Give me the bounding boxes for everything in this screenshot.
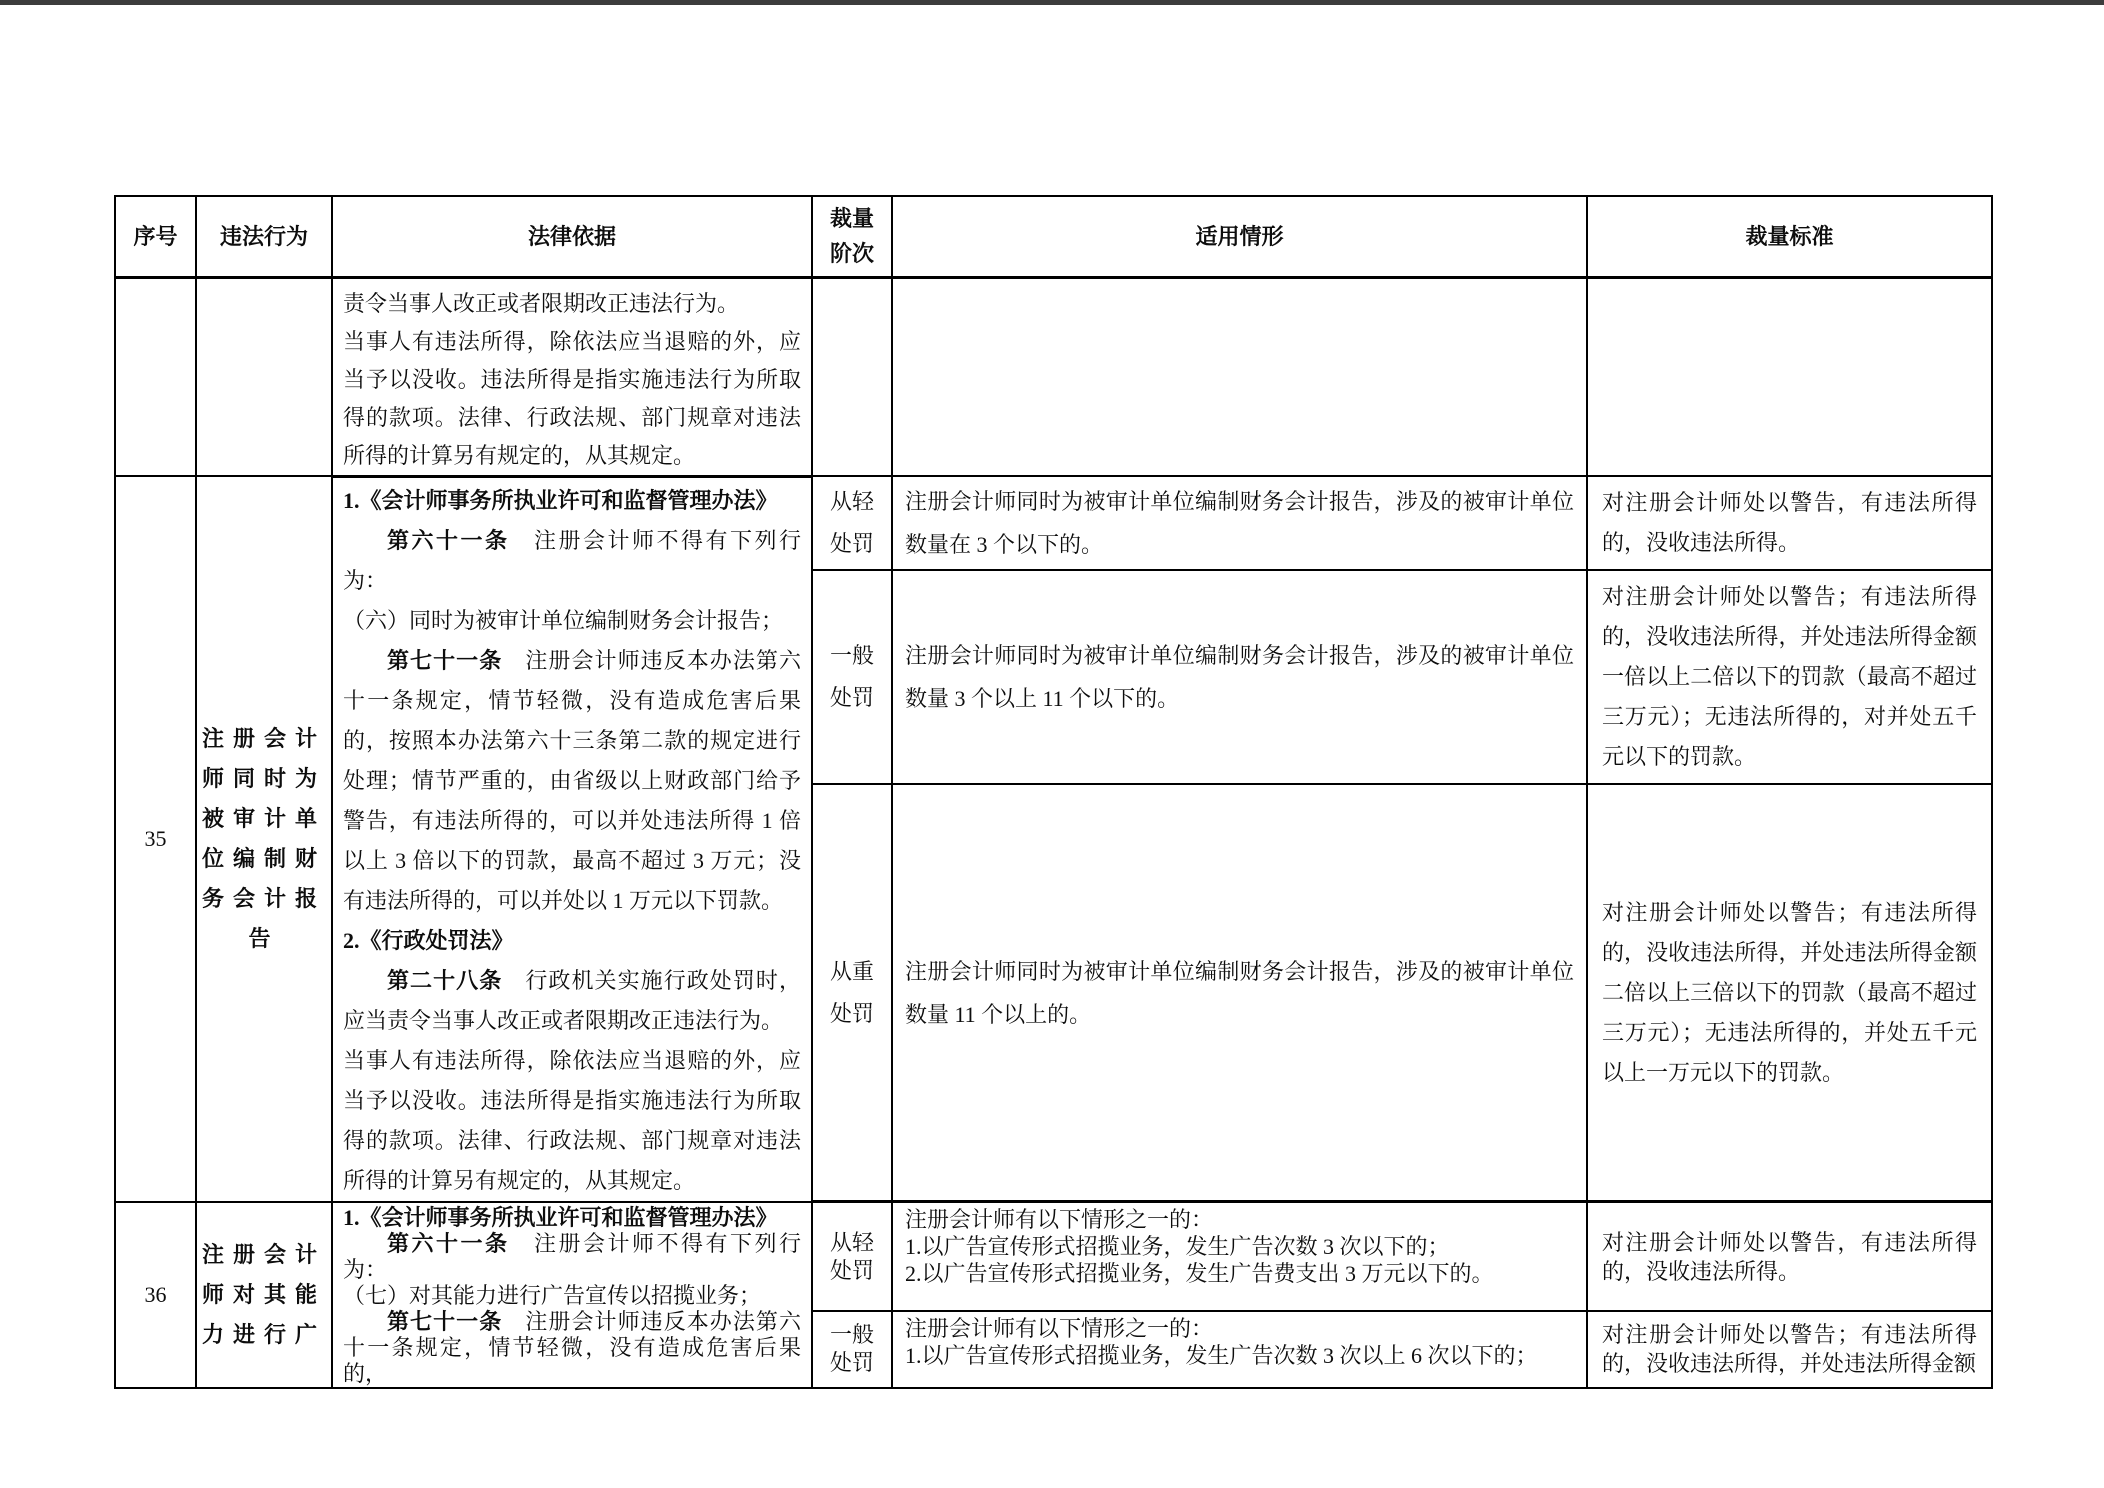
row35-behavior: 注册会计师同时为被审计单位编制财务会计报告 bbox=[196, 476, 332, 1202]
row35-standard-1: 对注册会计师处以警告，有违法所得的，没收违法所得。 bbox=[1587, 476, 1992, 570]
row35-situation-2: 注册会计师同时为被审计单位编制财务会计报告，涉及的被审计单位数量 3 个以上 11 个以下的。 bbox=[892, 570, 1587, 785]
article-61: 第六十一条 注册会计师不得有下列行为： bbox=[343, 527, 801, 593]
carryover-behavior-cell bbox=[196, 277, 332, 476]
row35-no: 35 bbox=[115, 476, 196, 1202]
situation-item-2: 2.以广告宣传形式招揽业务，发生广告费支出 3 万元以下的。 bbox=[905, 1261, 1494, 1286]
row35-standard-3: 对注册会计师处以警告；有违法所得的，没收违法所得，并处违法所得金额二倍以上三倍以下的罚款（最高不超过三万元）；无违法所得的，并处五千元以上一万元以下的罚款。 bbox=[1587, 784, 1992, 1201]
article-71-truncated: 第七十一条 注册会计师违反本办法第六十一条规定，情节轻微，没有造成危害后果的， bbox=[343, 1308, 801, 1386]
header-behavior: 违法行为 bbox=[196, 196, 332, 277]
carryover-basis-p2: 当事人有违法所得，除依法应当退赔的外，应当予以没收。违法所得是指实施违法行为所取得的款项。法律、行政法规、部门规章对违法所得的计算另有规定的，从其规定。 bbox=[343, 328, 801, 468]
row36-standard-2: 对注册会计师处以警告；有违法所得的，没收违法所得，并处违法所得金额 bbox=[1587, 1311, 1992, 1387]
row35-standard-2: 对注册会计师处以警告；有违法所得的，没收违法所得，并处违法所得金额一倍以上二倍以下的罚款（最高不超过三万元）；无违法所得的，对并处五千元以下的罚款。 bbox=[1587, 570, 1992, 785]
page-top-border bbox=[0, 0, 2104, 5]
carryover-basis-p1: 责令当事人改正或者限期改正违法行为。 bbox=[343, 290, 740, 316]
row35-level-1: 从轻处罚 bbox=[812, 476, 892, 570]
situation-item-1: 1.以广告宣传形式招揽业务，发生广告次数 3 次以下的； bbox=[905, 1234, 1450, 1259]
header-standard: 裁量标准 bbox=[1587, 196, 1992, 277]
law-title-1: 1.《会计师事务所执业许可和监督管理办法》 bbox=[343, 1204, 778, 1230]
row36-level-2: 一般处罚 bbox=[812, 1311, 892, 1387]
carryover-no-cell bbox=[115, 277, 196, 476]
carryover-level-cell bbox=[812, 277, 892, 476]
article-61-item-7: （七）对其能力进行广告宣传以招揽业务； bbox=[343, 1282, 762, 1308]
header-basis: 法律依据 bbox=[332, 196, 812, 277]
penalty-discretion-table bbox=[114, 195, 1993, 1389]
article-71: 第七十一条 注册会计师违反本办法第六十一条规定，情节轻微，没有造成危害后果的，按照本办法第六十三条第二款的规定进行处理；情节严重的，由省级以上财政部门给予警告，有违法所得的，可以并处违法所得 1 倍以上 3 倍以下的罚款，最高不超过 3 万元；没有违法所得的，可以并处以 1 万元以下罚款。 bbox=[343, 647, 801, 913]
header-no: 序号 bbox=[115, 196, 196, 277]
situation-intro: 注册会计师有以下情形之一的： bbox=[905, 1207, 1214, 1232]
row35-situation-1: 注册会计师同时为被审计单位编制财务会计报告，涉及的被审计单位数量在 3 个以下的。 bbox=[892, 476, 1587, 570]
article-61: 第六十一条 注册会计师不得有下列行为： bbox=[343, 1230, 801, 1282]
article-28-continued: 当事人有违法所得，除依法应当退赔的外，应当予以没收。违法所得是指实施违法行为所取得的款项。法律、行政法规、部门规章对违法所得的计算另有规定的，从其规定。 bbox=[343, 1047, 801, 1193]
row36-situation-1 bbox=[892, 1202, 1587, 1312]
article-61-item-6: （六）同时为被审计单位编制财务会计报告； bbox=[343, 607, 784, 633]
row35-legal-basis bbox=[332, 476, 812, 1202]
row35-level-3: 从重处罚 bbox=[812, 784, 892, 1201]
row35-situation-3: 注册会计师同时为被审计单位编制财务会计报告，涉及的被审计单位数量 11 个以上的。 bbox=[892, 784, 1587, 1201]
row-36-subrow-1 bbox=[115, 1202, 1992, 1312]
carryover-standard-cell bbox=[1587, 277, 1992, 476]
carryover-row bbox=[115, 277, 1992, 476]
row-35-subrow-1 bbox=[115, 476, 1992, 570]
row35-level-2: 一般处罚 bbox=[812, 570, 892, 785]
header-level: 裁量阶次 bbox=[812, 196, 892, 277]
carryover-situation-cell bbox=[892, 277, 1587, 476]
header-situation: 适用情形 bbox=[892, 196, 1587, 277]
law-title-2: 2.《行政处罚法》 bbox=[343, 927, 514, 953]
row36-no: 36 bbox=[115, 1202, 196, 1388]
row36-behavior: 注册会计师对其能力进行广 bbox=[196, 1202, 332, 1388]
article-28: 第二十八条 行政机关实施行政处罚时，应当责令当事人改正或者限期改正违法行为。 bbox=[343, 967, 801, 1033]
situation-item-1: 1.以广告宣传形式招揽业务，发生广告次数 3 次以上 6 次以下的； bbox=[905, 1343, 1538, 1369]
law-title-1: 1.《会计师事务所执业许可和监督管理办法》 bbox=[343, 487, 778, 513]
row36-situation-2 bbox=[892, 1311, 1587, 1387]
situation-intro: 注册会计师有以下情形之一的： bbox=[905, 1316, 1214, 1342]
row36-legal-basis bbox=[332, 1202, 812, 1388]
carryover-basis-cell bbox=[332, 277, 812, 476]
row36-standard-1: 对注册会计师处以警告，有违法所得的，没收违法所得。 bbox=[1587, 1202, 1992, 1312]
row36-level-1: 从轻处罚 bbox=[812, 1202, 892, 1312]
table-header-row bbox=[115, 196, 1992, 277]
